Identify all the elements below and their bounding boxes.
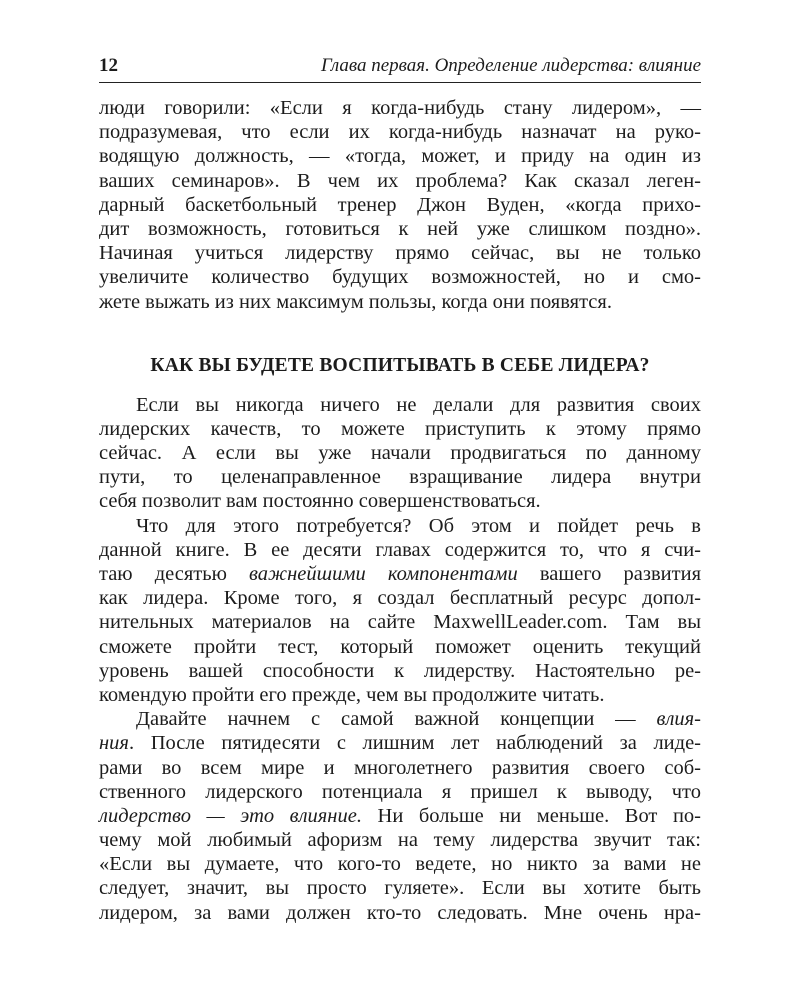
- text-line: лидером, за вами должен кто-то следовать. Мне очень нра-: [99, 901, 701, 924]
- text-run: вашего развития: [517, 563, 701, 585]
- text-run: . После пятидесяти с лишним лет наблюдений за лиде-: [128, 732, 701, 755]
- text-line: себя позволит вам постоянно совершенствоваться.: [99, 490, 541, 513]
- text-line: ственного лидерского потенциала я пришел к выводу, что: [99, 780, 701, 803]
- text-line: [99, 731, 701, 755]
- text-line: водящую должность, — «тогда, может, и приду на один из: [99, 145, 701, 168]
- paragraph-1: [99, 393, 701, 514]
- section-heading: КАК ВЫ БУДЕТЕ ВОСПИТЫВАТЬ В СЕБЕ ЛИДЕРА?: [150, 354, 650, 376]
- text-line: Что для этого потребуется? Об этом и пойдет речь в: [136, 514, 701, 537]
- text-line: комендую пройти его прежде, чем вы продолжите читать.: [99, 683, 605, 706]
- text-line: «Если вы думаете, что кого-то ведете, но никто за вами не: [99, 853, 701, 876]
- text-line: нительных материалов на сайте MaxwellLeader.com. Там вы: [99, 611, 701, 634]
- emphasis-text: важнейшими компонентами: [249, 563, 518, 585]
- page-header: [99, 56, 701, 83]
- text-line: лидерских качеств, то можете приступить к этому прямо: [99, 417, 701, 440]
- paragraph-2: [99, 514, 701, 708]
- text-line: чему мой любимый афоризм на тему лидерства звучит так:: [99, 829, 701, 852]
- text-line: рами во всем мире и многолетнего развития своего соб-: [99, 756, 701, 779]
- text-line: дарный баскетбольный тренер Джон Вуден, «когда прихо-: [99, 193, 701, 216]
- running-head: Глава первая. Определение лидерства: влияние: [321, 55, 701, 76]
- text-line: жете выжать из них максимум пользы, когда они появятся.: [99, 290, 612, 313]
- text-line: дит возможность, готовиться к ней уже слишком поздно».: [99, 217, 701, 240]
- emphasis-text: влия-: [656, 708, 701, 731]
- text-run: таю десятью: [99, 563, 250, 585]
- emphasis-text: ния: [99, 732, 129, 755]
- text-line: данной книге. В ее десяти главах содержится то, что я счи-: [99, 538, 701, 561]
- emphasis-text: лидерство — это влияние.: [99, 804, 362, 827]
- text-line: Если вы никогда ничего не делали для развития своих: [136, 393, 701, 416]
- text-line: [99, 804, 701, 828]
- paragraph-3: [99, 707, 701, 925]
- text-line: уровень вашей способности к лидерству. Настоятельно ре-: [99, 659, 701, 682]
- text-line: как лидера. Кроме того, я создал бесплатный ресурс допол-: [99, 587, 701, 610]
- text-line: следует, значит, вы просто гуляете». Если вы хотите быть: [99, 877, 701, 900]
- text-line: подразумевая, что если их когда-нибудь назначат на руко-: [99, 121, 701, 144]
- text-line: увеличите количество будущих возможностей, но и смо-: [99, 266, 701, 289]
- text-line: ваших семинаров». В чем их проблема? Как сказал леген-: [99, 169, 701, 192]
- paragraph-continued: [99, 96, 701, 314]
- text-line: Начиная учиться лидерству прямо сейчас, вы не только: [99, 242, 701, 265]
- text-run: Давайте начнем с самой важной концепции —: [136, 708, 657, 731]
- text-line: люди говорили: «Если я когда-нибудь стану лидером», —: [99, 97, 701, 119]
- text-line: сможете пройти тест, который поможет оценить текущий: [99, 635, 701, 658]
- text-run: Ни больше ни меньше. Вот по-: [361, 804, 701, 827]
- text-line: [99, 707, 701, 731]
- page-number: 12: [99, 55, 118, 76]
- text-line: сейчас. А если вы уже начали продвигаться по данному: [99, 442, 701, 465]
- text-line: [99, 562, 701, 586]
- text-line: пути, то целенаправленное взращивание лидера внутри: [99, 466, 701, 489]
- page-body: [99, 96, 701, 925]
